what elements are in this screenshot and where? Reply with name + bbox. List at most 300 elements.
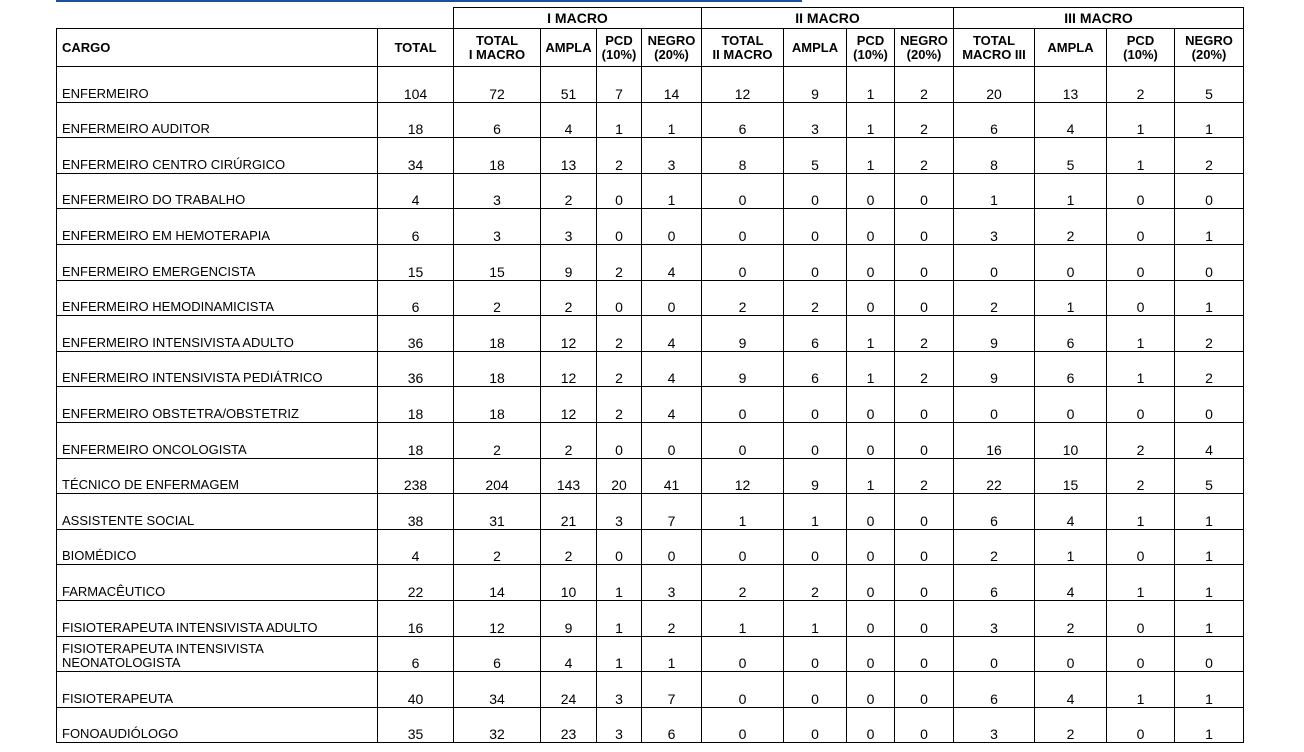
ii-total-cell: 12 [702, 67, 784, 103]
table-row [57, 209, 1244, 245]
i-negro-cell: 4 [642, 244, 702, 280]
iii-total-cell: 2 [954, 529, 1035, 565]
cargo-cell: FISIOTERAPEUTA INTENSIVISTA NEONATOLOGISTA [57, 636, 378, 672]
ii-negro-cell: 0 [895, 707, 954, 743]
i-ampla-cell: 4 [541, 102, 597, 138]
iii-negro-cell: 1 [1175, 707, 1244, 743]
i-negro-cell: 4 [642, 387, 702, 423]
ii-total-cell: 8 [702, 138, 784, 174]
iii-ampla-cell: 4 [1035, 494, 1107, 530]
iii-pcd-cell: 2 [1107, 67, 1175, 103]
iii-total-cell: 8 [954, 138, 1035, 174]
i-pcd-cell: 20 [597, 458, 642, 494]
iii-ampla-cell: 10 [1035, 422, 1107, 458]
ii-negro-cell: 0 [895, 600, 954, 636]
total-cell: 38 [378, 494, 454, 530]
ii-ampla-cell: 2 [784, 565, 847, 601]
cargo-cell: ASSISTENTE SOCIAL [57, 494, 378, 530]
ii-total-cell: 0 [702, 672, 784, 708]
table-row [57, 672, 1244, 708]
i-pcd-cell: 1 [597, 600, 642, 636]
iii-pcd-cell: 2 [1107, 422, 1175, 458]
i-pcd-cell: 0 [597, 422, 642, 458]
cargo-cell: FARMACÊUTICO [57, 565, 378, 601]
iii-ampla-cell: 1 [1035, 529, 1107, 565]
ii-pcd-cell: 0 [847, 636, 895, 672]
iii-total-cell: 0 [954, 387, 1035, 423]
iii-ampla-cell: 13 [1035, 67, 1107, 103]
ii-ampla-cell: 1 [784, 494, 847, 530]
i-ampla-cell: 10 [541, 565, 597, 601]
iii-negro-cell: 0 [1175, 387, 1244, 423]
iii-negro-cell: 1 [1175, 102, 1244, 138]
iii-total-cell: 9 [954, 316, 1035, 352]
table-row [57, 280, 1244, 316]
col-iii-total: TOTAL MACRO III [954, 29, 1035, 67]
i-total-cell: 15 [454, 244, 541, 280]
i-ampla-cell: 9 [541, 600, 597, 636]
ii-negro-cell: 2 [895, 458, 954, 494]
iii-pcd-cell: 1 [1107, 102, 1175, 138]
i-negro-cell: 3 [642, 565, 702, 601]
table-row [57, 600, 1244, 636]
iii-pcd-cell: 1 [1107, 565, 1175, 601]
table-row [57, 494, 1244, 530]
total-cell: 36 [378, 316, 454, 352]
i-pcd-cell: 0 [597, 209, 642, 245]
total-cell: 15 [378, 244, 454, 280]
table-row [57, 173, 1244, 209]
i-pcd-cell: 2 [597, 138, 642, 174]
i-pcd-cell: 0 [597, 280, 642, 316]
iii-total-cell: 6 [954, 494, 1035, 530]
i-negro-cell: 4 [642, 316, 702, 352]
iii-ampla-cell: 6 [1035, 351, 1107, 387]
ii-total-cell: 0 [702, 636, 784, 672]
i-ampla-cell: 4 [541, 636, 597, 672]
ii-ampla-cell: 0 [784, 672, 847, 708]
vacancy-table [56, 7, 1244, 743]
i-negro-cell: 0 [642, 209, 702, 245]
iii-negro-cell: 1 [1175, 565, 1244, 601]
i-negro-cell: 0 [642, 422, 702, 458]
ii-ampla-cell: 2 [784, 280, 847, 316]
i-total-cell: 18 [454, 316, 541, 352]
ii-pcd-cell: 0 [847, 209, 895, 245]
col-i-pcd: PCD (10%) [597, 29, 642, 67]
i-total-cell: 18 [454, 138, 541, 174]
col-iii-negro: NEGRO (20%) [1175, 29, 1244, 67]
i-total-cell: 34 [454, 672, 541, 708]
i-pcd-cell: 2 [597, 244, 642, 280]
ii-pcd-cell: 0 [847, 672, 895, 708]
col-i-ampla: AMPLA [541, 29, 597, 67]
total-cell: 18 [378, 422, 454, 458]
table-row [57, 351, 1244, 387]
macro-i-header: I MACRO [454, 8, 702, 29]
iii-total-cell: 2 [954, 280, 1035, 316]
ii-negro-cell: 0 [895, 173, 954, 209]
total-cell: 40 [378, 672, 454, 708]
iii-negro-cell: 0 [1175, 636, 1244, 672]
col-cargo: CARGO [57, 29, 378, 67]
total-cell: 6 [378, 636, 454, 672]
iii-ampla-cell: 5 [1035, 138, 1107, 174]
ii-pcd-cell: 0 [847, 280, 895, 316]
ii-negro-cell: 0 [895, 636, 954, 672]
iii-total-cell: 1 [954, 173, 1035, 209]
ii-total-cell: 6 [702, 102, 784, 138]
iii-total-cell: 20 [954, 67, 1035, 103]
ii-pcd-cell: 0 [847, 422, 895, 458]
iii-negro-cell: 4 [1175, 422, 1244, 458]
iii-pcd-cell: 1 [1107, 138, 1175, 174]
ii-pcd-cell: 0 [847, 565, 895, 601]
table-row [57, 67, 1244, 103]
i-ampla-cell: 9 [541, 244, 597, 280]
ii-total-cell: 0 [702, 209, 784, 245]
cargo-cell: ENFERMEIRO HEMODINAMICISTA [57, 280, 378, 316]
total-cell: 4 [378, 173, 454, 209]
ii-total-cell: 9 [702, 316, 784, 352]
blank-corner [57, 8, 454, 29]
i-pcd-cell: 3 [597, 672, 642, 708]
ii-ampla-cell: 9 [784, 458, 847, 494]
iii-ampla-cell: 2 [1035, 600, 1107, 636]
ii-total-cell: 0 [702, 244, 784, 280]
table-body [57, 67, 1244, 743]
i-total-cell: 2 [454, 280, 541, 316]
i-ampla-cell: 2 [541, 422, 597, 458]
i-pcd-cell: 0 [597, 173, 642, 209]
ii-pcd-cell: 1 [847, 67, 895, 103]
macro-header-row [57, 8, 1244, 29]
i-total-cell: 3 [454, 209, 541, 245]
iii-negro-cell: 2 [1175, 138, 1244, 174]
iii-pcd-cell: 0 [1107, 529, 1175, 565]
col-ii-total: TOTAL II MACRO [702, 29, 784, 67]
total-cell: 6 [378, 209, 454, 245]
ii-ampla-cell: 3 [784, 102, 847, 138]
ii-negro-cell: 0 [895, 387, 954, 423]
iii-pcd-cell: 0 [1107, 280, 1175, 316]
iii-pcd-cell: 1 [1107, 494, 1175, 530]
total-cell: 4 [378, 529, 454, 565]
total-cell: 6 [378, 280, 454, 316]
iii-ampla-cell: 4 [1035, 672, 1107, 708]
ii-pcd-cell: 0 [847, 387, 895, 423]
ii-ampla-cell: 0 [784, 529, 847, 565]
iii-pcd-cell: 0 [1107, 636, 1175, 672]
cargo-cell: ENFERMEIRO ONCOLOGISTA [57, 422, 378, 458]
iii-ampla-cell: 15 [1035, 458, 1107, 494]
iii-ampla-cell: 4 [1035, 102, 1107, 138]
ii-pcd-cell: 0 [847, 494, 895, 530]
ii-pcd-cell: 1 [847, 102, 895, 138]
i-ampla-cell: 21 [541, 494, 597, 530]
macro-ii-header: II MACRO [702, 8, 954, 29]
i-total-cell: 6 [454, 102, 541, 138]
i-negro-cell: 0 [642, 529, 702, 565]
i-total-cell: 2 [454, 529, 541, 565]
cargo-cell: FISIOTERAPEUTA [57, 672, 378, 708]
ii-pcd-cell: 0 [847, 244, 895, 280]
cargo-cell: FISIOTERAPEUTA INTENSIVISTA ADULTO [57, 600, 378, 636]
ii-total-cell: 1 [702, 494, 784, 530]
iii-total-cell: 6 [954, 672, 1035, 708]
table-row [57, 458, 1244, 494]
i-total-cell: 31 [454, 494, 541, 530]
i-negro-cell: 14 [642, 67, 702, 103]
iii-pcd-cell: 0 [1107, 387, 1175, 423]
iii-ampla-cell: 0 [1035, 387, 1107, 423]
iii-total-cell: 9 [954, 351, 1035, 387]
i-negro-cell: 3 [642, 138, 702, 174]
table-row [57, 387, 1244, 423]
table-row [57, 102, 1244, 138]
ii-pcd-cell: 1 [847, 138, 895, 174]
i-pcd-cell: 3 [597, 494, 642, 530]
i-ampla-cell: 12 [541, 316, 597, 352]
ii-negro-cell: 0 [895, 565, 954, 601]
i-total-cell: 2 [454, 422, 541, 458]
table-row [57, 422, 1244, 458]
i-ampla-cell: 23 [541, 707, 597, 743]
ii-negro-cell: 0 [895, 209, 954, 245]
i-total-cell: 14 [454, 565, 541, 601]
iii-ampla-cell: 0 [1035, 244, 1107, 280]
table-row [57, 565, 1244, 601]
i-pcd-cell: 1 [597, 636, 642, 672]
column-header-row [57, 29, 1244, 67]
total-cell: 16 [378, 600, 454, 636]
iii-negro-cell: 1 [1175, 280, 1244, 316]
cargo-cell: ENFERMEIRO [57, 67, 378, 103]
i-negro-cell: 1 [642, 173, 702, 209]
cargo-cell: ENFERMEIRO OBSTETRA/OBSTETRIZ [57, 387, 378, 423]
ii-ampla-cell: 0 [784, 707, 847, 743]
top-rule [56, 0, 802, 2]
total-cell: 36 [378, 351, 454, 387]
iii-negro-cell: 2 [1175, 316, 1244, 352]
table-row [57, 316, 1244, 352]
ii-pcd-cell: 0 [847, 707, 895, 743]
ii-negro-cell: 2 [895, 138, 954, 174]
cargo-cell: ENFERMEIRO EM HEMOTERAPIA [57, 209, 378, 245]
iii-total-cell: 0 [954, 244, 1035, 280]
i-total-cell: 32 [454, 707, 541, 743]
iii-pcd-cell: 1 [1107, 672, 1175, 708]
col-iii-pcd: PCD (10%) [1107, 29, 1175, 67]
iii-negro-cell: 1 [1175, 494, 1244, 530]
iii-ampla-cell: 0 [1035, 636, 1107, 672]
iii-negro-cell: 2 [1175, 351, 1244, 387]
i-negro-cell: 4 [642, 351, 702, 387]
iii-negro-cell: 0 [1175, 173, 1244, 209]
i-negro-cell: 0 [642, 280, 702, 316]
ii-ampla-cell: 1 [784, 600, 847, 636]
cargo-cell: ENFERMEIRO CENTRO CIRÚRGICO [57, 138, 378, 174]
iii-pcd-cell: 0 [1107, 209, 1175, 245]
ii-pcd-cell: 1 [847, 316, 895, 352]
i-total-cell: 12 [454, 600, 541, 636]
i-ampla-cell: 2 [541, 280, 597, 316]
i-ampla-cell: 51 [541, 67, 597, 103]
iii-total-cell: 16 [954, 422, 1035, 458]
ii-negro-cell: 0 [895, 244, 954, 280]
ii-total-cell: 1 [702, 600, 784, 636]
iii-total-cell: 6 [954, 102, 1035, 138]
ii-ampla-cell: 6 [784, 316, 847, 352]
iii-total-cell: 6 [954, 565, 1035, 601]
i-ampla-cell: 2 [541, 173, 597, 209]
ii-total-cell: 0 [702, 707, 784, 743]
ii-ampla-cell: 9 [784, 67, 847, 103]
ii-total-cell: 0 [702, 529, 784, 565]
total-cell: 34 [378, 138, 454, 174]
iii-total-cell: 3 [954, 209, 1035, 245]
iii-negro-cell: 1 [1175, 672, 1244, 708]
ii-ampla-cell: 6 [784, 351, 847, 387]
iii-pcd-cell: 0 [1107, 244, 1175, 280]
col-i-total: TOTAL I MACRO [454, 29, 541, 67]
ii-ampla-cell: 0 [784, 244, 847, 280]
col-ii-pcd: PCD (10%) [847, 29, 895, 67]
table-row [57, 138, 1244, 174]
iii-ampla-cell: 2 [1035, 209, 1107, 245]
total-cell: 35 [378, 707, 454, 743]
ii-ampla-cell: 0 [784, 387, 847, 423]
i-ampla-cell: 3 [541, 209, 597, 245]
iii-pcd-cell: 0 [1107, 173, 1175, 209]
iii-negro-cell: 1 [1175, 529, 1244, 565]
iii-total-cell: 3 [954, 600, 1035, 636]
cargo-cell: BIOMÉDICO [57, 529, 378, 565]
iii-pcd-cell: 0 [1107, 707, 1175, 743]
total-cell: 18 [378, 387, 454, 423]
iii-pcd-cell: 0 [1107, 600, 1175, 636]
col-ii-negro: NEGRO (20%) [895, 29, 954, 67]
cargo-cell: ENFERMEIRO EMERGENCISTA [57, 244, 378, 280]
ii-total-cell: 0 [702, 173, 784, 209]
i-pcd-cell: 2 [597, 351, 642, 387]
iii-ampla-cell: 6 [1035, 316, 1107, 352]
iii-ampla-cell: 4 [1035, 565, 1107, 601]
i-total-cell: 204 [454, 458, 541, 494]
table-row [57, 529, 1244, 565]
i-negro-cell: 1 [642, 102, 702, 138]
ii-pcd-cell: 0 [847, 529, 895, 565]
iii-ampla-cell: 1 [1035, 173, 1107, 209]
ii-pcd-cell: 0 [847, 600, 895, 636]
i-negro-cell: 2 [642, 600, 702, 636]
i-ampla-cell: 2 [541, 529, 597, 565]
i-total-cell: 6 [454, 636, 541, 672]
iii-negro-cell: 0 [1175, 244, 1244, 280]
i-total-cell: 18 [454, 387, 541, 423]
i-ampla-cell: 143 [541, 458, 597, 494]
cargo-cell: ENFERMEIRO DO TRABALHO [57, 173, 378, 209]
i-pcd-cell: 1 [597, 565, 642, 601]
iii-total-cell: 22 [954, 458, 1035, 494]
table-row [57, 636, 1244, 672]
i-pcd-cell: 1 [597, 102, 642, 138]
i-negro-cell: 7 [642, 494, 702, 530]
iii-negro-cell: 1 [1175, 209, 1244, 245]
ii-negro-cell: 0 [895, 672, 954, 708]
i-negro-cell: 6 [642, 707, 702, 743]
i-pcd-cell: 7 [597, 67, 642, 103]
i-ampla-cell: 24 [541, 672, 597, 708]
i-total-cell: 3 [454, 173, 541, 209]
iii-total-cell: 0 [954, 636, 1035, 672]
ii-negro-cell: 0 [895, 529, 954, 565]
iii-negro-cell: 5 [1175, 458, 1244, 494]
cargo-cell: TÉCNICO DE ENFERMAGEM [57, 458, 378, 494]
total-cell: 18 [378, 102, 454, 138]
table-row [57, 707, 1244, 743]
iii-ampla-cell: 1 [1035, 280, 1107, 316]
i-pcd-cell: 2 [597, 316, 642, 352]
i-total-cell: 72 [454, 67, 541, 103]
total-cell: 104 [378, 67, 454, 103]
ii-total-cell: 2 [702, 565, 784, 601]
i-ampla-cell: 12 [541, 351, 597, 387]
ii-pcd-cell: 1 [847, 458, 895, 494]
macro-iii-header: III MACRO [954, 8, 1244, 29]
i-negro-cell: 7 [642, 672, 702, 708]
ii-total-cell: 2 [702, 280, 784, 316]
ii-ampla-cell: 5 [784, 138, 847, 174]
ii-ampla-cell: 0 [784, 422, 847, 458]
i-ampla-cell: 13 [541, 138, 597, 174]
ii-pcd-cell: 0 [847, 173, 895, 209]
ii-ampla-cell: 0 [784, 636, 847, 672]
ii-negro-cell: 2 [895, 351, 954, 387]
iii-pcd-cell: 1 [1107, 351, 1175, 387]
total-cell: 22 [378, 565, 454, 601]
ii-pcd-cell: 1 [847, 351, 895, 387]
ii-total-cell: 0 [702, 422, 784, 458]
i-negro-cell: 1 [642, 636, 702, 672]
table-row [57, 244, 1244, 280]
i-total-cell: 18 [454, 351, 541, 387]
i-pcd-cell: 2 [597, 387, 642, 423]
ii-total-cell: 0 [702, 387, 784, 423]
ii-ampla-cell: 0 [784, 209, 847, 245]
i-pcd-cell: 3 [597, 707, 642, 743]
ii-ampla-cell: 0 [784, 173, 847, 209]
ii-negro-cell: 0 [895, 494, 954, 530]
ii-negro-cell: 0 [895, 422, 954, 458]
ii-total-cell: 9 [702, 351, 784, 387]
iii-pcd-cell: 2 [1107, 458, 1175, 494]
iii-pcd-cell: 1 [1107, 316, 1175, 352]
i-ampla-cell: 12 [541, 387, 597, 423]
cargo-cell: ENFERMEIRO INTENSIVISTA ADULTO [57, 316, 378, 352]
ii-negro-cell: 2 [895, 67, 954, 103]
iii-ampla-cell: 2 [1035, 707, 1107, 743]
ii-total-cell: 12 [702, 458, 784, 494]
col-ii-ampla: AMPLA [784, 29, 847, 67]
col-iii-ampla: AMPLA [1035, 29, 1107, 67]
iii-total-cell: 3 [954, 707, 1035, 743]
col-total: TOTAL [378, 29, 454, 67]
cargo-cell: ENFERMEIRO INTENSIVISTA PEDIÁTRICO [57, 351, 378, 387]
i-pcd-cell: 0 [597, 529, 642, 565]
ii-negro-cell: 0 [895, 280, 954, 316]
ii-negro-cell: 2 [895, 102, 954, 138]
